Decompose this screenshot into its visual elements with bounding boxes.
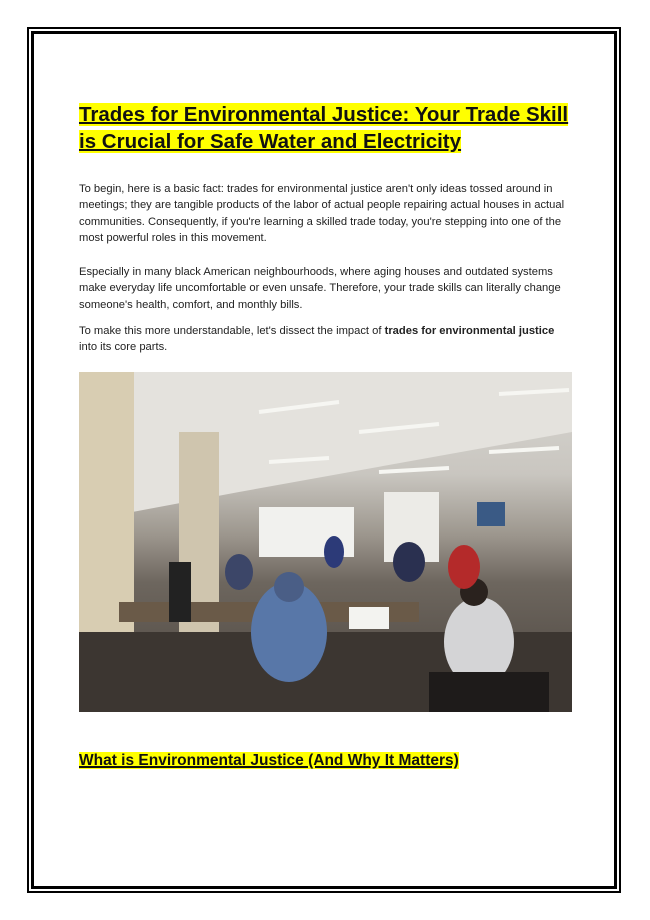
paragraph-intro: To begin, here is a basic fact: trades for environmental justice aren't only ideas tossed around in meetings; they are tangible products of the labor of actual people repairing actual houses in actual communities. Consequently, if you're learning a skilled trade today, you're stepping into one of the most powerful roles in this movement. xyxy=(79,183,565,245)
classroom-illustration xyxy=(79,372,572,712)
document-title: Trades for Environmental Justice: Your Trade Skill is Crucial for Safe Water and Electricity xyxy=(79,103,569,153)
section-heading: What is Environmental Justice (And Why It Matters) xyxy=(79,752,459,769)
classroom-photo xyxy=(79,372,572,712)
bold-keyword: trades for environmental justice xyxy=(384,325,555,337)
paragraph-neighbourhoods: Especially in many black American neighbourhoods, where aging houses and outdated systems make everyday life uncomfortable or even unsafe. Therefore, your trade skills can literally change someone's health, comfort, and monthly bills. xyxy=(79,266,561,311)
paragraph-dissect: To make this more understandable, let's dissect the impact of trades for environmental justice into its core parts. xyxy=(79,325,555,354)
